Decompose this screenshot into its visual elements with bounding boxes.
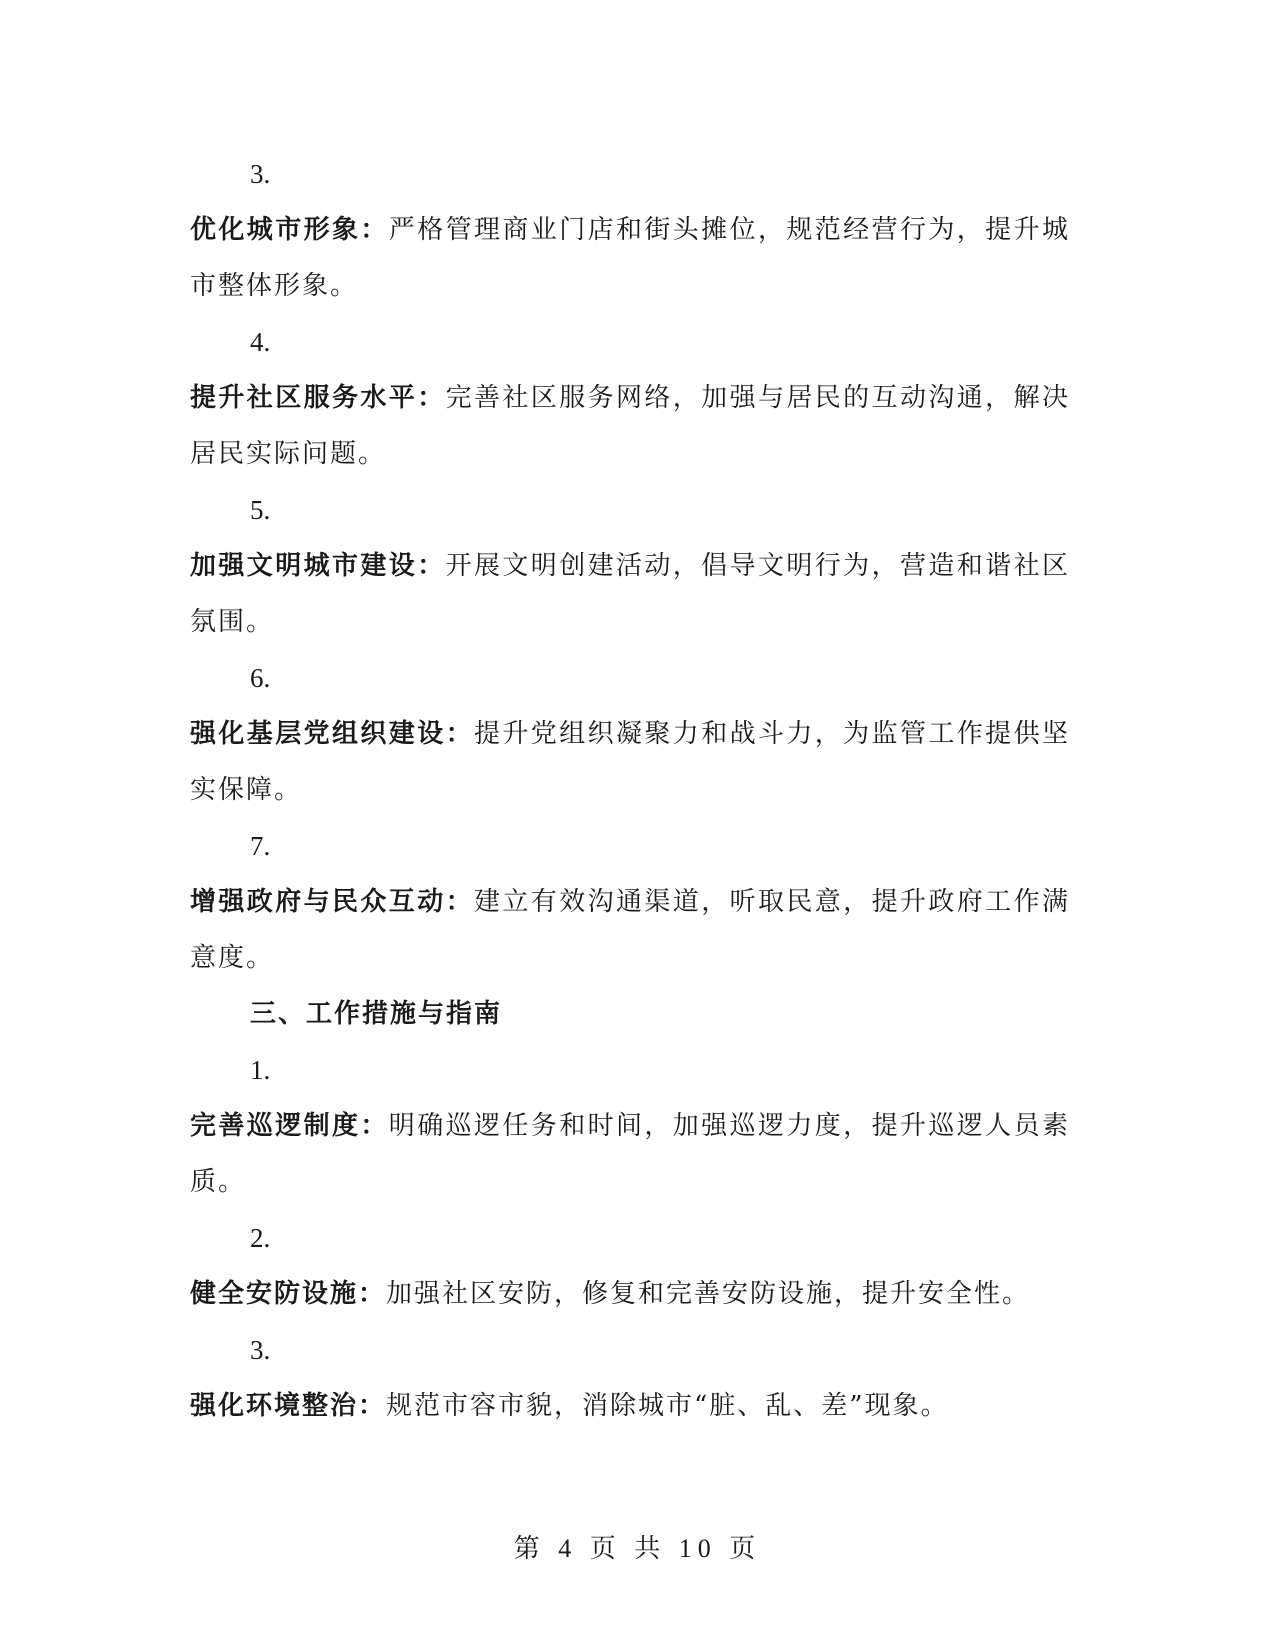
item-paragraph (190, 538, 1070, 650)
item-paragraph (190, 1098, 1070, 1210)
list-item (190, 1042, 1070, 1210)
page-footer: 第 4 页 共 10 页 (513, 1534, 762, 1563)
item-heading: 加强文明城市建设： (190, 551, 446, 581)
item-number: 1. (250, 1055, 271, 1085)
list-item (190, 1322, 1070, 1434)
section-heading: 三、工作措施与指南 (250, 999, 503, 1029)
item-number: 2. (250, 1223, 271, 1253)
list-item (190, 146, 1070, 314)
list-item (190, 818, 1070, 986)
item-number: 3. (250, 159, 271, 189)
list-item (190, 314, 1070, 482)
item-number: 6. (250, 663, 271, 693)
item-number: 4. (250, 327, 271, 357)
item-body: 提升党组织凝聚力和战斗力，为监管工作提供坚实保障。 (190, 719, 1070, 805)
item-body: 完善社区服务网络，加强与居民的互动沟通，解决居民实际问题。 (190, 383, 1070, 469)
item-number: 5. (250, 495, 271, 525)
item-heading: 提升社区服务水平： (190, 383, 446, 413)
item-paragraph (190, 874, 1070, 986)
item-number: 3. (250, 1335, 271, 1365)
item-body: 明确巡逻任务和时间，加强巡逻力度，提升巡逻人员素质。 (190, 1111, 1070, 1197)
item-body: 建立有效沟通渠道，听取民意，提升政府工作满意度。 (190, 887, 1070, 973)
item-heading: 完善巡逻制度： (190, 1111, 389, 1141)
item-paragraph (190, 202, 1070, 314)
item-heading: 健全安防设施： (190, 1279, 387, 1309)
document-body (190, 146, 1070, 1434)
item-heading: 强化基层党组织建设： (190, 719, 474, 749)
item-heading: 增强政府与民众互动： (190, 887, 474, 917)
list-item (190, 1210, 1070, 1322)
item-body: 加强社区安防，修复和完善安防设施，提升安全性。 (386, 1279, 1031, 1309)
item-paragraph (190, 1378, 1070, 1434)
item-heading: 强化环境整治： (190, 1391, 387, 1421)
list-item (190, 650, 1070, 818)
item-heading: 优化城市形象： (190, 215, 389, 245)
item-body: 开展文明创建活动，倡导文明行为，营造和谐社区氛围。 (190, 551, 1070, 637)
item-body: 规范市容市貌，消除城市“脏、乱、差”现象。 (386, 1391, 949, 1421)
list-item (190, 482, 1070, 650)
item-paragraph (190, 1266, 1070, 1322)
item-paragraph (190, 706, 1070, 818)
item-number: 7. (250, 831, 271, 861)
item-paragraph (190, 370, 1070, 482)
item-body: 严格管理商业门店和街头摊位，规范经营行为，提升城市整体形象。 (190, 215, 1070, 301)
